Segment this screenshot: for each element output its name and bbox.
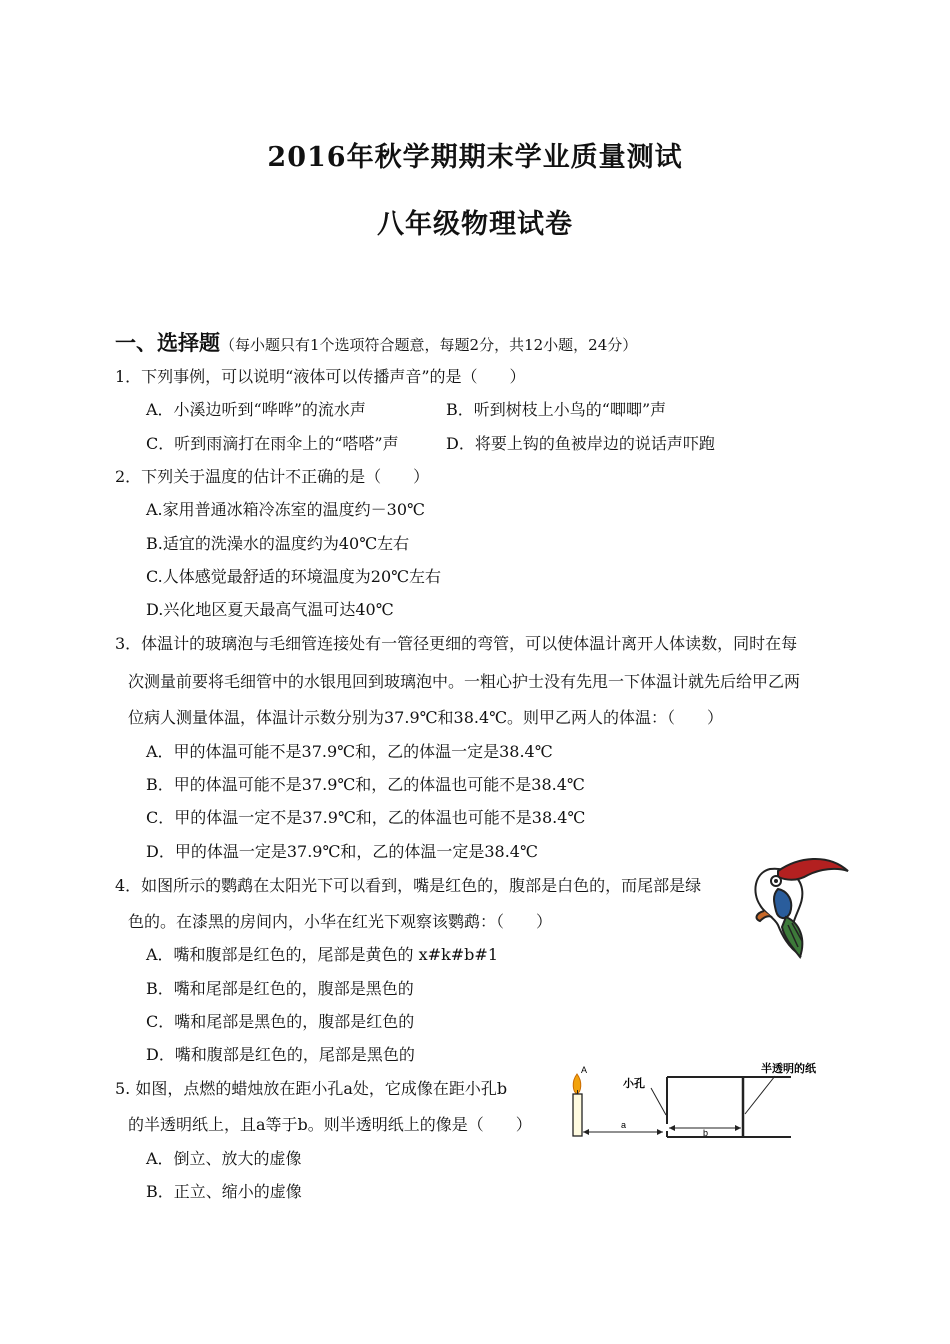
question-1-stem: 1．下列事例，可以说明“液体可以传播声音”的是（ ） (115, 367, 526, 386)
pinhole-figure (565, 1060, 816, 1145)
q4-option-d: D．嘴和腹部是红色的，尾部是黑色的 (146, 1045, 415, 1064)
page-title: 2016年秋学期期末学业质量测试 (267, 142, 683, 173)
q1-option-b: B．听到树枝上小鸟的“唧唧”声 (446, 400, 667, 419)
question-2-stem: 2．下列关于温度的估计不正确的是（ ） (115, 467, 430, 486)
q1-option-c: C．听到雨滴打在雨伞上的“嗒嗒”声 (146, 434, 399, 453)
parrot-beak (778, 859, 848, 880)
section-heading (115, 327, 637, 357)
q3-option-a: A．甲的体温可能不是37.9℃和，乙的体温一定是38.4℃ (146, 742, 553, 761)
q2-option-b: B.适宜的洗澡水的温度约为40℃左右 (146, 534, 410, 553)
label-A: A (581, 1065, 588, 1075)
q1-option-a: A．小溪边听到“哗哗”的流水声 (146, 400, 366, 419)
q3-option-b: B．甲的体温可能不是37.9℃和，乙的体温也可能不是38.4℃ (146, 775, 585, 794)
page-subtitle: 八年级物理试卷 (377, 209, 573, 240)
question-3-stem-line1: 3．体温计的玻璃泡与毛细管连接处有一管径更细的弯管，可以使体温计离开人体读数，同时在每 (115, 634, 798, 653)
label-b: b (703, 1128, 709, 1138)
q4-option-c: C．嘴和尾部是黑色的，腹部是红色的 (146, 1012, 415, 1031)
q3-option-d: D．甲的体温一定是37.9℃和，乙的体温一定是38.4℃ (146, 842, 538, 861)
section-title: 一、选择题 (115, 330, 220, 355)
question-4-stem-line2: 色的。在漆黑的房间内，小华在红光下观察该鹦鹉：（ ） (128, 912, 553, 931)
q5-option-a: A．倒立、放大的虚像 (146, 1149, 302, 1168)
q2-option-d: D.兴化地区夏天最高气温可达40℃ (146, 600, 394, 619)
q2-option-a: A.家用普通冰箱冷冻室的温度约－30℃ (146, 500, 425, 519)
q1-option-d: D．将要上钩的鱼被岸边的说话声吓跑 (446, 434, 715, 453)
question-5-stem-line2: 的半透明纸上，且a等于b。则半透明纸上的像是（ ） (128, 1115, 532, 1134)
question-4-stem-line1: 4．如图所示的鹦鹉在太阳光下可以看到，嘴是红色的，腹部是白色的，而尾部是绿 (115, 876, 702, 895)
candle-icon (573, 1094, 582, 1136)
label-paper: 半透明的纸 (761, 1063, 816, 1075)
question-5-stem-line1: 5. 如图，点燃的蜡烛放在距小孔a处，它成像在距小孔b (115, 1079, 508, 1098)
q3-option-c: C．甲的体温一定不是37.9℃和，乙的体温也可能不是38.4℃ (146, 808, 586, 827)
q5-option-b: B．正立、缩小的虚像 (146, 1182, 302, 1201)
question-3-stem-line3: 位病人测量体温，体温计示数分别为37.9℃和38.4℃。则甲乙两人的体温：（ ） (128, 708, 724, 727)
q4-option-b: B．嘴和尾部是红色的，腹部是黑色的 (146, 979, 414, 998)
q4-option-a: A．嘴和腹部是红色的，尾部是黄色的 x#k#b#1 (146, 945, 499, 964)
q2-option-c: C.人体感觉最舒适的环境温度为20℃左右 (146, 567, 442, 586)
question-3-stem-line2: 次测量前要将毛细管中的水银甩回到玻璃泡中。一粗心护士没有先甩一下体温计就先后给甲乙两 (128, 672, 801, 691)
section-note: （每小题只有1个选项符合题意，每题2分，共12小题，24分） (220, 336, 638, 354)
parrot-figure (748, 855, 853, 960)
label-hole: 小孔 (623, 1078, 645, 1090)
label-a: a (621, 1120, 627, 1130)
